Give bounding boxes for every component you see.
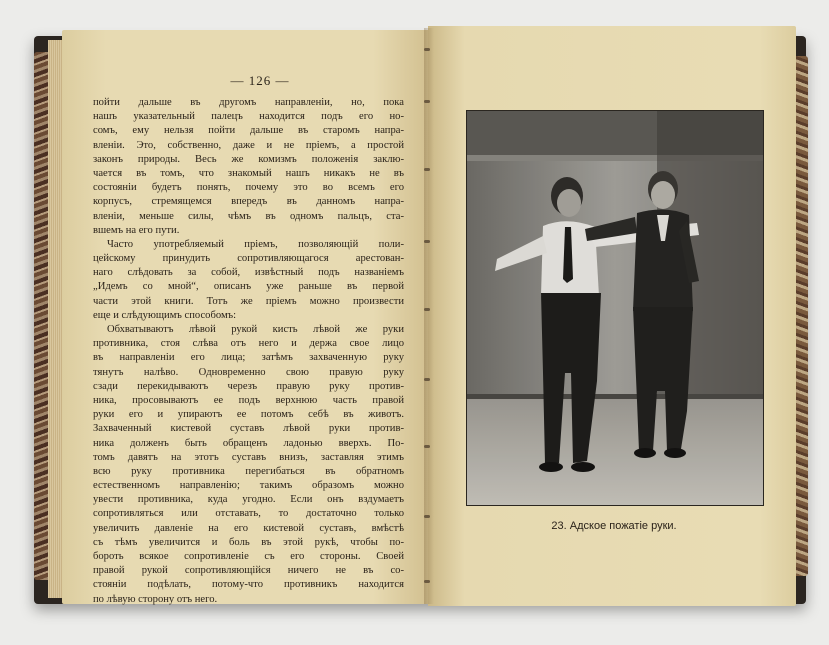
text-line: увеличить давленіе на его кистевой суставъ, вмѣстѣ bbox=[93, 522, 404, 534]
text-line: нашъ указательный палецъ находится подъ его но- bbox=[93, 111, 404, 123]
text-line: цейскому принудить сопротивляющагося арестован- bbox=[93, 253, 404, 265]
text-line: увести противника, куда угодно. Если онъ вздумаетъ bbox=[93, 494, 404, 506]
text-line: сомъ, ему нельзя пойти дальше въ старомъ напра- bbox=[93, 125, 404, 137]
text-line: Обхватываютъ лѣвой рукой кисть лѣвой же руки bbox=[107, 324, 404, 335]
text-line: части этой книги. Тотъ же пріемъ можно произвести bbox=[93, 295, 404, 307]
text-line: бороть всякое сопротивленіе съ его стороны. Своей bbox=[93, 551, 404, 562]
text-line: корпусъ, стремящемся впередъ въ данномъ напра- bbox=[93, 196, 404, 208]
binding-stitch bbox=[424, 48, 430, 51]
text-line: наго слѣдовать за собой, извѣстный подъ названіемъ bbox=[93, 267, 404, 279]
text-line: вшемъ на его пути. bbox=[93, 224, 180, 236]
text-line: состояніи будетъ понять, почему это во всемъ его bbox=[93, 182, 404, 194]
text-line: законъ природы. Весь же комизмъ положенія заклю- bbox=[93, 153, 404, 165]
text-line: ника, просовываютъ ее подъ верхнюю часть правой bbox=[93, 394, 404, 406]
binding-stitch bbox=[424, 445, 430, 448]
text-line: вленіи. Это, собственно, даже и не пріемъ, а простой bbox=[93, 139, 404, 151]
figure-caption: 23. Адское пожатіе руки. bbox=[551, 520, 677, 532]
text-line: ника долженъ быть обращенъ ладонью вверхъ. По- bbox=[93, 437, 404, 449]
binding-stitch bbox=[424, 580, 430, 583]
illustration-drawing bbox=[467, 111, 763, 505]
text-line: по лѣвую сторону отъ него. bbox=[93, 593, 218, 605]
text-line: вленіи, меньше силы, чѣмъ въ одномъ пальцъ, ста- bbox=[93, 210, 404, 222]
text-line: Захваченный кистевой суставъ лѣвой руки против- bbox=[93, 423, 404, 435]
text-line: еще и слѣдующимъ способомъ: bbox=[93, 309, 237, 321]
text-line: „Идемъ со мной“, описанъ уже раньше въ первой bbox=[93, 281, 404, 293]
text-line: стояніи подѣлать, потому-что противникъ находится bbox=[93, 579, 404, 591]
text-line: пойти дальше въ другомъ направленіи, но, пока bbox=[93, 97, 404, 108]
text-line: тянутъ налѣво. Одновременно свою правую руку bbox=[93, 366, 404, 378]
binding-stitch bbox=[424, 240, 430, 243]
binding-stitch bbox=[424, 515, 430, 518]
binding-stitch bbox=[424, 308, 430, 311]
text-line: въ направленіи его лица; затѣмъ захваченную руку bbox=[93, 352, 404, 364]
text-line: сопротивляться или отставать, то достаточно только bbox=[93, 508, 404, 520]
text-line: руки его и упираютъ ее потомъ себѣ въ животъ. bbox=[93, 409, 404, 421]
binding-stitch bbox=[424, 378, 430, 381]
binding-stitch bbox=[424, 168, 430, 171]
text-line: сзади перекидываютъ черезъ правую руку против- bbox=[93, 380, 404, 392]
body-text bbox=[93, 96, 404, 607]
text-line: Часто употребляемый пріемъ, позволяющій поли- bbox=[107, 238, 404, 250]
text-line: томъ давятъ на этотъ суставъ внизъ, заставляя этимъ bbox=[93, 451, 404, 463]
text-line: съ тѣмъ увеличится и боль въ этой рукѣ, чтобы по- bbox=[93, 536, 404, 548]
text-line: правой рукой сопротивляющійся ничего не въ со- bbox=[93, 565, 404, 577]
illustration-photo bbox=[466, 110, 764, 506]
text-line: противника, стоя слѣва отъ него и держа свое лицо bbox=[93, 338, 404, 350]
page-number: — 126 — bbox=[230, 73, 290, 88]
text-line: чается въ томъ, что знакомый нашъ никакъ не въ bbox=[93, 167, 404, 179]
text-line: всю руку противника перегибаться въ обратномъ bbox=[93, 465, 404, 477]
text-line: естественномъ направленію; такимъ образомъ можно bbox=[93, 480, 404, 492]
binding-stitch bbox=[424, 100, 430, 103]
